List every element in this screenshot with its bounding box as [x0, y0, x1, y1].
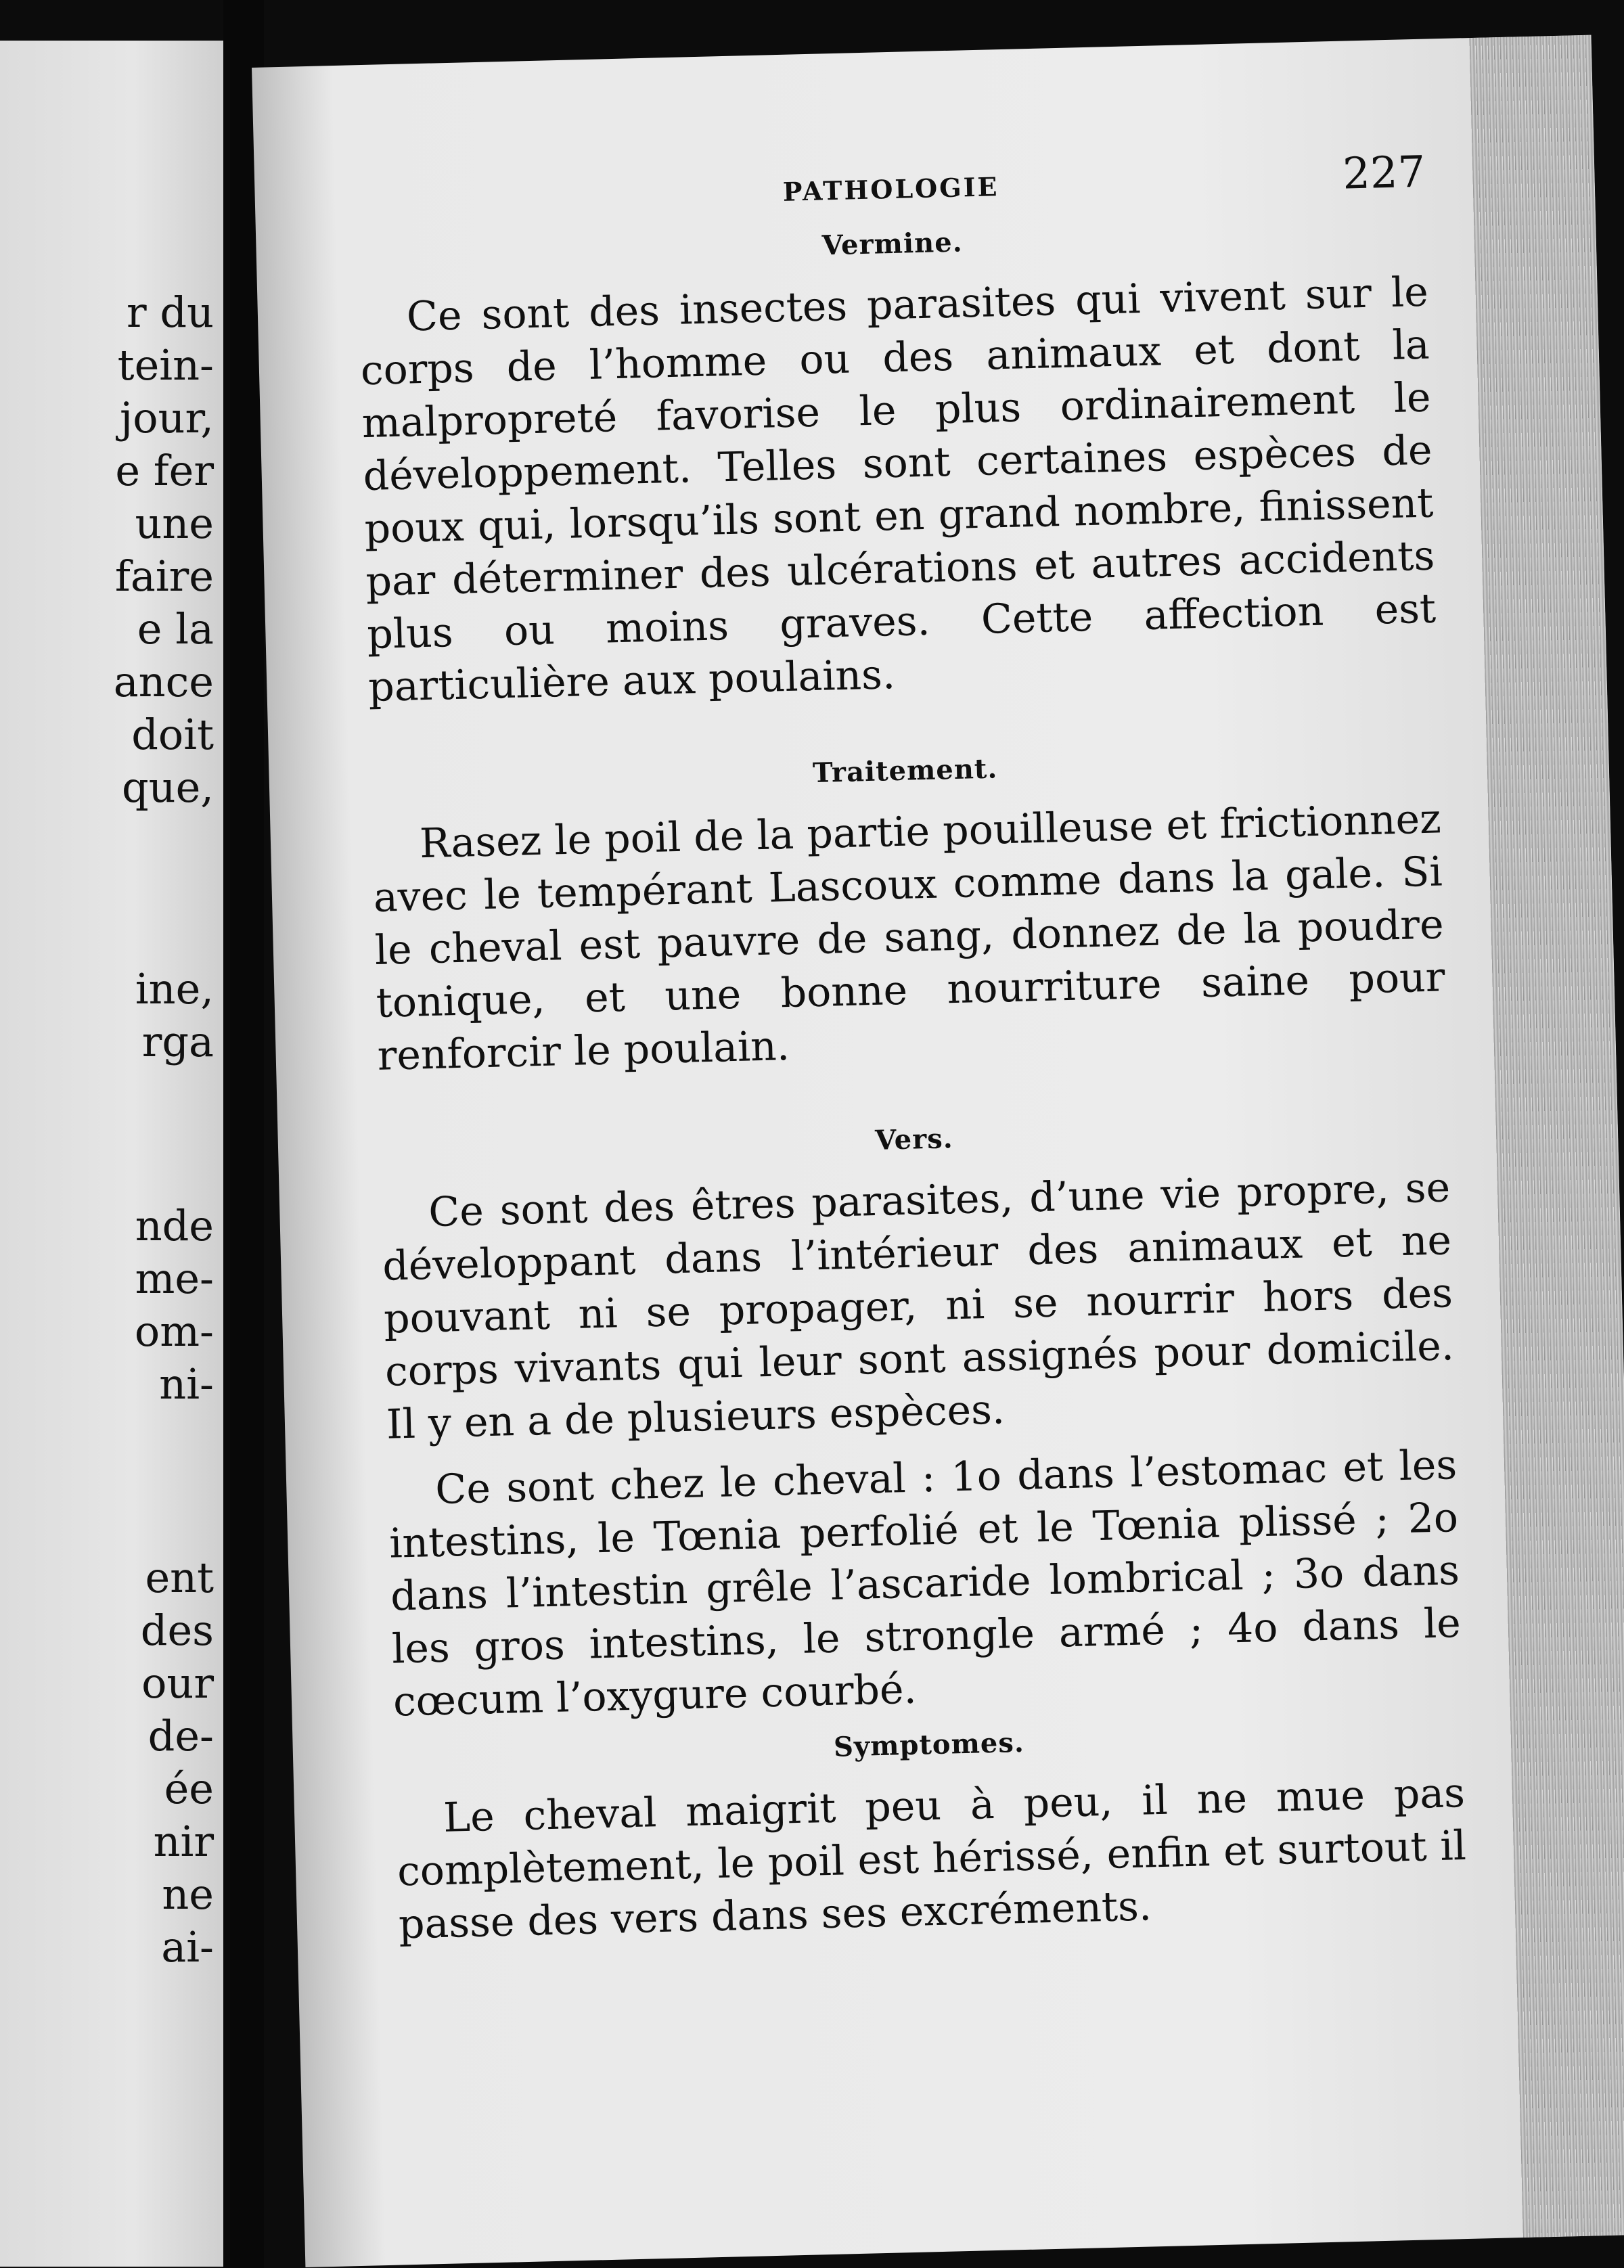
section-title-symptomes: Symptomes.: [833, 1726, 1025, 1763]
left-line: rga: [141, 1017, 214, 1066]
page-edges: [1469, 35, 1624, 2238]
left-line: ai-: [161, 1922, 214, 1972]
section-title-vermine: Vermine.: [821, 226, 964, 262]
page-number: 227: [1342, 147, 1426, 200]
left-line: tein-: [117, 340, 214, 390]
left-page: [0, 41, 223, 2267]
left-line: que,: [121, 763, 214, 812]
left-line: nde: [135, 1201, 214, 1250]
running-title: PATHOLOGIE: [782, 171, 999, 207]
left-line: our: [141, 1658, 214, 1708]
left-line: ne: [162, 1869, 214, 1919]
left-line: des: [140, 1606, 214, 1655]
right-page: [252, 35, 1624, 2267]
left-line: faire: [114, 551, 214, 601]
left-line: une: [135, 499, 214, 548]
left-line: r du: [127, 288, 214, 337]
paragraph: Ce sont des êtres parasites, d’une vie propre, se développant dans l’intérieur des animaux et ne pouvant ni se propager, ni se nourrir hors des corps vivants qui leur sont assignés pour domicile. Il y en a de plusieurs espèces.: [382, 1164, 1455, 1449]
left-line: ée: [164, 1764, 214, 1813]
left-line: jour,: [119, 393, 214, 443]
left-line: ine,: [135, 964, 214, 1014]
left-line: e fer: [115, 446, 214, 495]
left-line: ni-: [159, 1359, 214, 1409]
paragraph: Rasez le poil de la partie pouilleuse et frictionnez avec le tempérant Lascoux comme dans la gale. Si le cheval est pauvre de sang, donnez de la poudre tonique, et une bonne nourriture saine pour renforcir le poulain.: [373, 795, 1446, 1080]
left-line: de-: [148, 1711, 214, 1761]
left-line: nir: [153, 1817, 214, 1866]
left-line: e la: [137, 604, 214, 654]
left-line: doit: [131, 710, 214, 759]
left-line: ent: [145, 1553, 214, 1602]
paragraph: Le cheval maigrit peu à peu, il ne mue pas complètement, le poil est hérissé, enfin et surtout il passe des vers dans ses excréments.: [397, 1769, 1467, 1949]
section-title-traitement: Traitement.: [812, 752, 998, 790]
left-line: me-: [135, 1254, 214, 1303]
page-text-block: [356, 141, 1468, 1951]
left-line: ance: [113, 657, 214, 706]
left-line: om-: [134, 1307, 214, 1356]
section-title-vers: Vers.: [874, 1122, 954, 1156]
paragraph: Ce sont des insectes parasites qui vivent sur le corps de l’homme ou des animaux et dont la malpropreté favorise le plus ordinairement le développement. Telles sont certaines espèces de poux qui, lorsqu’ils sont en grand nombre, finissent par déterminer des ulcérations et autres accidents plus ou moins graves. Cette affection est particulière aux poulains.: [360, 268, 1437, 712]
paragraph: Ce sont chez le cheval : 1o dans l’estomac et les intestins, le Tœnia perfolié et le Tœnia plissé ; 2o dans l’intestin grêle l’ascaride lombrical ; 3o dans les gros intestins, le strongle armé ; 4o dans le cœcum l’oxygure courbé.: [388, 1441, 1462, 1726]
